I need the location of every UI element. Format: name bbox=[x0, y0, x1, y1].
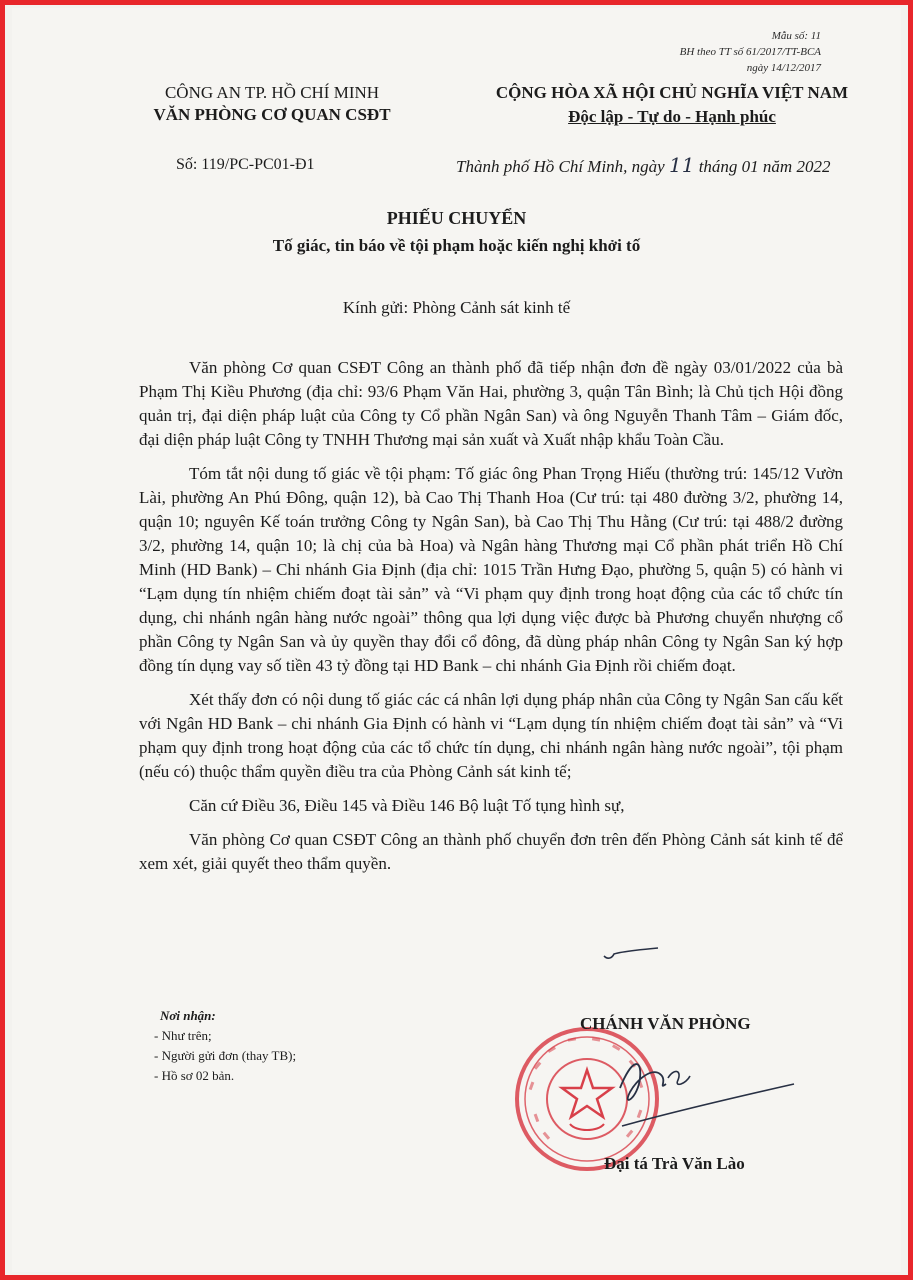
issuing-agency bbox=[117, 82, 427, 126]
agency-parent: CÔNG AN TP. HỒ CHÍ MINH bbox=[164, 83, 380, 102]
body-paragraph: Tóm tắt nội dung tố giác về tội phạm: Tố giác ông Phan Trọng Hiếu (thường trú: 145/12 Vườn Lài, phường An Phú Đông, quận 12), bà Cao Thị Thanh Hoa (Cư trú: tại 480 đường 3/2, phường 14, quận 10; nguyên Kế toán trưởng Công ty Ngân San), bà Cao Thị Thu Hằng (Cư trú: tại 488/2 đường 3/2, phường 14, quận 10; là chị của bà Hoa) và Ngân hàng Thương mại Cổ phần phát triển Hồ Chí Minh (HD Bank) – Chi nhánh Gia Định (địa chỉ: 1015 Trần Hưng Đạo, phường 5, quận 5) có hành vi “Lạm dụng tín nhiệm chiếm đoạt tài sản” và “Vi phạm quy định trong hoạt động của các tổ chức tín dụng, chi nhánh ngân hàng nước ngoài” thông qua lợi dụng việc được bà Phương chuyển nhượng cổ phần Công ty Ngân San và ủy quyền thay đổi cổ đông, đã dùng pháp nhân Công ty Ngân San ký hợp đồng tín dụng vay số tiền 43 tỷ đồng tại HD Bank – chi nhánh Gia Định rồi chiếm đoạt. bbox=[139, 464, 843, 675]
agency-office: VĂN PHÒNG CƠ QUAN CSĐT bbox=[153, 105, 391, 124]
signer-name: Đại tá Trà Văn Lào bbox=[604, 1154, 745, 1173]
body-paragraph: Văn phòng Cơ quan CSĐT Công an thành phố đã tiếp nhận đơn đề ngày 03/01/2022 của bà Phạm Thị Kiều Phương (địa chỉ: 93/6 Phạm Văn Hai, phường 3, quận Tân Bình; là Chủ tịch Hội đồng quản trị, đại diện pháp luật của Công ty Cổ phần Ngân San) và ông Nguyễn Thanh Tâm – Giám đốc, đại diện pháp luật Công ty TNHH Thương mại sản xuất và Xuất nhập khẩu Toàn Cầu. bbox=[139, 358, 843, 449]
recipients-heading: Nơi nhận: bbox=[160, 1008, 216, 1023]
date-suffix: tháng 01 năm 2022 bbox=[698, 157, 831, 176]
issue-date bbox=[456, 153, 830, 177]
end-mark-icon bbox=[602, 944, 662, 964]
national-motto bbox=[462, 81, 882, 129]
recipient-item: - Như trên; bbox=[154, 1028, 212, 1043]
body-paragraph: Căn cứ Điều 36, Điều 145 và Điều 146 Bộ luật Tố tụng hình sự, bbox=[189, 796, 625, 815]
body-paragraph: Xét thấy đơn có nội dung tố giác các cá nhân lợi dụng pháp nhân của Công ty Ngân San cấu kết với Ngân HD Bank – chi nhánh Gia Định có hành vi “Lạm dụng tín nhiệm chiếm đoạt tài sản” và “Vi phạm quy định trong hoạt động của các tổ chức tín dụng, chi nhánh ngân hàng nước ngoài”, tội phạm (nếu có) thuộc thẩm quyền điều tra của Phòng Cảnh sát kinh tế; bbox=[139, 690, 843, 781]
handwritten-signature-icon bbox=[612, 1048, 802, 1138]
form-number-note bbox=[680, 28, 821, 76]
document-number: Số: 119/PC-PC01-Đ1 bbox=[176, 156, 315, 173]
document-subtitle: Tố giác, tin báo về tội phạm hoặc kiến nghị khởi tố bbox=[272, 236, 641, 255]
recipients-list bbox=[154, 1006, 296, 1086]
country-name: CỘNG HÒA XÃ HỘI CHỦ NGHĨA VIỆT NAM bbox=[495, 83, 849, 102]
form-circular-line: BH theo TT số 61/2017/TT-BCA bbox=[679, 46, 821, 58]
recipient-item: - Người gửi đơn (thay TB); bbox=[154, 1048, 297, 1063]
date-prefix: Thành phố Hồ Chí Minh, ngày bbox=[456, 157, 665, 176]
motto: Độc lập - Tự do - Hạnh phúc bbox=[568, 107, 776, 126]
document-body bbox=[139, 356, 843, 886]
recipient-item: - Hồ sơ 02 bản. bbox=[154, 1068, 235, 1083]
document-title: PHIẾU CHUYỂN bbox=[386, 208, 527, 228]
form-number-line: Mẫu số: 11 bbox=[771, 30, 821, 42]
date-day: 11 bbox=[668, 153, 695, 177]
addressee: Kính gửi: Phòng Cảnh sát kinh tế bbox=[342, 298, 571, 317]
form-date-line: ngày 14/12/2017 bbox=[746, 62, 821, 74]
document-page bbox=[12, 8, 901, 1272]
body-paragraph: Văn phòng Cơ quan CSĐT Công an thành phố chuyển đơn trên đến Phòng Cảnh sát kinh tế để xem xét, giải quyết theo thẩm quyền. bbox=[139, 830, 843, 873]
signer-title: CHÁNH VĂN PHÒNG bbox=[580, 1014, 751, 1033]
